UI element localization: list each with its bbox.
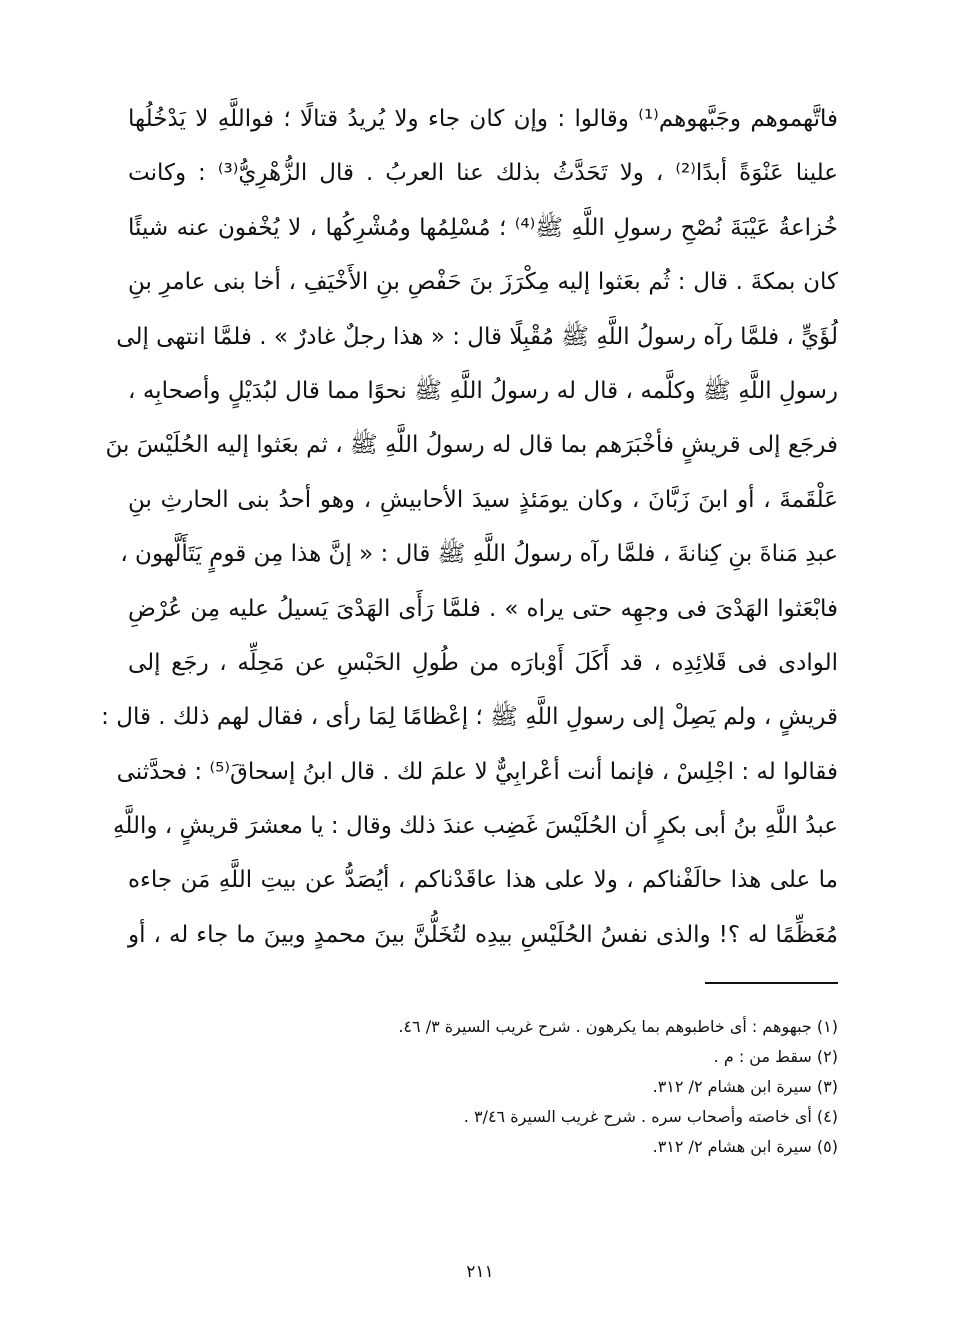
text-line: فقالوا له : اجْلِسْ ، فإنما أنت أعْرابِيٌّ لا علمَ لك . قال ابنُ إسحاقَ⁽⁵⁾ : فحدَّثنى — [116, 758, 838, 785]
text-line: لُؤَيٍّ ، فلمَّا رآه رسولُ اللَّهِ ﷺ مُقْبِلًا قال : « هذا رجلٌ غادرٌ » . فلمَّا انتهى إلى — [116, 323, 838, 350]
text-line: ما على هذا حالَفْناكم ، ولا على هذا عاقَدْناكم ، أيُصَدُّ عن بيتِ اللَّهِ مَن جاءه — [128, 867, 838, 894]
text-line: فاتَّهموهم وجَبَّهوهم⁽¹⁾ وقالوا : وإن كان جاء ولا يُريدُ قتالًا ؛ فواللَّهِ لا يَدْخُلُها — [128, 106, 838, 132]
footnote: (٥) سيرة ابن هشام ٢/ ٣١٢. — [652, 1137, 838, 1156]
main-text-block — [101, 92, 838, 962]
text-line: عبدِ مَناةَ بنِ كِنانةَ ، فلمَّا رآه رسولُ اللَّهِ ﷺ قال : « إنَّ هذا مِن قومٍ يَتَأَلَّهون ، — [120, 541, 838, 568]
text-line: فرجَع إلى قريشٍ فأخْبَرَهم بما قال له رسولُ اللَّهِ ﷺ ، ثم بعَثوا إليه الحُلَيْسَ بنَ — [105, 432, 838, 459]
footnote: (٢) سقط من : م . — [713, 1047, 838, 1066]
text-line: مُعَظِّمًا له ؟! والذى نفسُ الحُلَيْسِ بيدِه لتُخَلُّنَّ بينَ محمدٍ وبينَ ما جاء له ، أو — [128, 921, 838, 948]
text-line: رسولِ اللَّهِ ﷺ وكلَّمه ، قال له رسولُ اللَّهِ ﷺ نحوًا مما قال لبُدَيْلٍ وأصحابِه ، — [128, 377, 838, 404]
text-line: الوادى فى قَلائِدِه ، قد أَكَلَ أَوْبارَه من طُولِ الحَبْسِ عن مَحِلِّه ، رجَع إلى — [128, 649, 838, 676]
text-line: كان بمكةَ . قال : ثُم بعَثوا إليه مِكْرَزَ بنَ حَفْصِ بنِ الأَخْيَفِ ، أخا بنى عامرِ بنِ — [128, 269, 838, 296]
text-line: علينا عَنْوَةً أبدًا⁽²⁾ ، ولا تَحَدَّثُ بذلك عنا العربُ . قال الزُّهْرِيُّ⁽³⁾ : وكانت — [128, 160, 838, 187]
text-line: عبدُ اللَّهِ بنُ أبى بكرٍ أن الحُلَيْسَ غَضِب عندَ ذلك وقال : يا معشرَ قريشٍ ، واللَّهِ — [113, 813, 838, 840]
text-line: قريشٍ ، ولم يَصِلْ إلى رسولِ اللَّهِ ﷺ ؛ إعْظامًا لِمَا رأى ، فقال لهم ذلك . قال : — [101, 704, 838, 731]
footnote: (٤) أى خاصته وأصحاب سره . شرح غريب السيرة ٣/٤٦ . — [463, 1107, 838, 1126]
footnotes-block — [300, 1012, 838, 1162]
footnote: (٣) سيرة ابن هشام ٢/ ٣١٢. — [652, 1077, 838, 1096]
footnote-separator — [705, 982, 838, 984]
page-number: ٢١١ — [466, 1262, 494, 1282]
text-line: عَلْقَمةَ ، أو ابنَ زَبَّانَ ، وكان يومَئذٍ سيدَ الأحابيشِ ، وهو أحدُ بنى الحارثِ بنِ — [128, 486, 838, 513]
text-line: خُزاعةُ عَيْبَةَ نُصْحِ رسولِ اللَّهِ ﷺ⁽⁴⁾ ؛ مُسْلِمُها ومُشْرِكُها ، لا يُخْفون عنه شيئًا — [128, 214, 838, 241]
text-line: فابْعَثوا الهَدْىَ فى وجهِه حتى يراه » . فلمَّا رَأَى الهَدْىَ يَسيلُ عليه مِن عُرْضِ — [128, 595, 838, 622]
footnote: (١) جبهوهم : أى خاطبوهم بما يكرهون . شرح غريب السيرة ٣/ ٤٦. — [398, 1017, 838, 1036]
